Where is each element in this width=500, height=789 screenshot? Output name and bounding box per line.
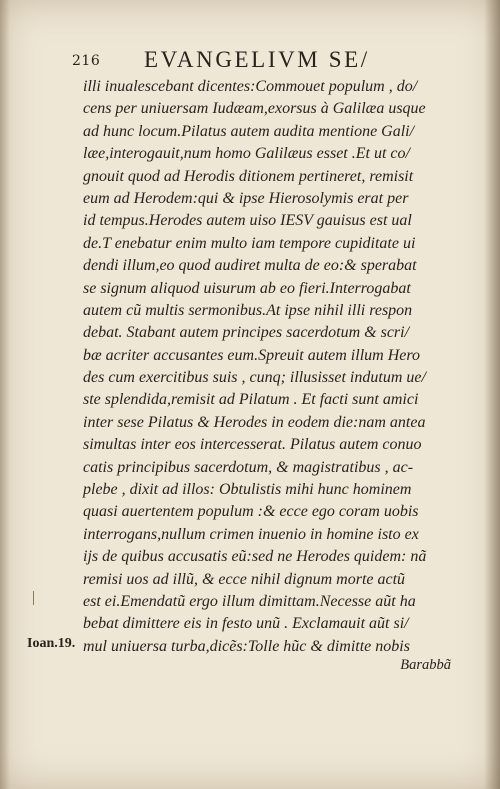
text-line: illi inualescebant dicentes:Commouet populum , do/	[83, 78, 418, 95]
text-line: ste splendida,remisit ad Pilatum . Et facti sunt amici	[83, 391, 419, 409]
text-line: læe,interogauit,num homo Galilæus esset .Et ut co/	[83, 145, 410, 163]
text-line: de.T enebatur enim multo iam tempore cupiditate ui	[83, 234, 416, 252]
text-line: se signum aliquod uisurum ab eo fieri.Interrogabat	[83, 279, 411, 297]
text-line: mul uniuersa turba,dicẽs:Tolle hũc & dimitte nobis	[83, 637, 410, 655]
margin-note: Ioan.19.	[27, 636, 76, 651]
text-line: id tempus.Herodes autem uiso IESV gauisus est ual	[83, 212, 412, 230]
running-head	[72, 47, 452, 75]
text-line: eum ad Herodem:qui & ipse Hierosolymis erat per	[83, 189, 409, 207]
body-text	[83, 76, 455, 658]
text-line: des cum exercitibus suis , cunq; illusisset indutum ue/	[83, 369, 426, 387]
text-line: inter sese Pilatus & Herodes in eodem die:nam antea	[83, 413, 426, 431]
page-gutter-shadow	[484, 0, 500, 789]
text-line: bæ acriter accusantes eum.Spreuit autem illum Hero	[83, 346, 420, 364]
text-line: dendi illum,eo quod audiret multa de eo:& sperabat	[83, 257, 417, 275]
text-line: bebat dimittere eis in festo unũ . Exclamauit aũt si/	[83, 615, 409, 633]
text-line: ijs de quibus accusatis eũ:sed ne Herodes quidem: nã	[83, 548, 427, 566]
text-line: interrogans,nullum crimen inuenio in homine isto ex	[83, 525, 419, 543]
text-line: cens per uniuersam Iudæam,exorsus à Galilæa usque	[83, 100, 426, 118]
catchword: Barabbã	[400, 657, 451, 673]
text-line: catis principibus sacerdotum, & magistratibus , ac-	[83, 458, 414, 476]
text-line: quasi auertentem populum :& ecce ego coram uobis	[83, 503, 419, 521]
running-head-title: EVANGELIVM SE/	[144, 47, 370, 72]
page-number: 216	[72, 53, 101, 69]
text-line: plebe , dixit ad illos: Obtulistis mihi hunc hominem	[83, 481, 412, 499]
text-line: gnouit quod ad Herodis ditionem pertineret, remisit	[83, 167, 414, 185]
text-line: est ei.Emendatũ ergo illum dimittam.Necesse aũt ha	[83, 592, 416, 610]
text-line: autem cũ multis sermonibus.At ipse nihil illi respon	[83, 301, 413, 319]
text-line: simultas inter eos intercesserat. Pilatus autem conuo	[83, 436, 422, 454]
text-line: ad hunc locum.Pilatus autem audita mentione Gali/	[83, 122, 415, 140]
text-line: debat. Stabant autem principes sacerdotum & scri/	[83, 324, 410, 342]
margin-tick-mark	[33, 591, 34, 605]
page-edge-shadow	[0, 0, 10, 789]
text-line: remisi uos ad illũ, & ecce nihil dignum morte actũ	[83, 570, 406, 588]
